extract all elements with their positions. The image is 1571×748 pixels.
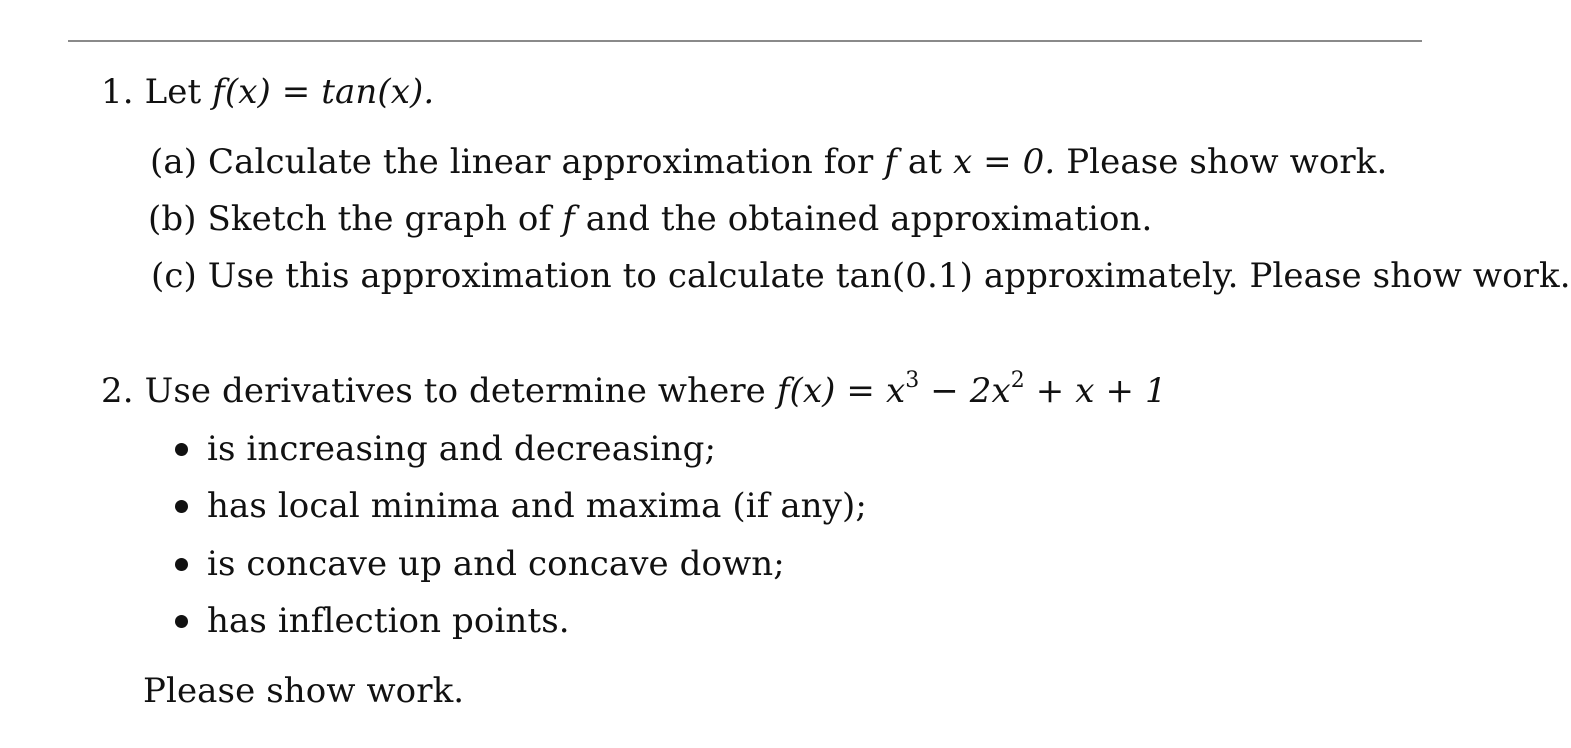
problem-1-number: 1. [101,72,134,112]
problem-1-heading [101,72,434,112]
part-text: Please show work. [1066,142,1388,182]
problem-2-number: 2. [101,371,134,411]
bullet-dot [175,615,188,628]
problem-1-intro-text: Let [144,72,202,112]
function-exponent-2: 2 [1010,368,1025,393]
problem-2-bullet-4: has inflection points. [207,601,570,641]
bullet-dot [175,500,188,513]
function-rest: + x + 1 [1035,371,1167,411]
function-exponent-3: 3 [905,368,920,393]
function-x: x [885,371,906,411]
horizontal-rule [68,40,1422,42]
math-x-equals-zero: x = 0. [952,142,1056,182]
problem-1-part-a [150,142,1387,182]
problem-1-part-c [151,256,1571,296]
bullet-dot [175,443,188,456]
problem-2-intro-text: Use derivatives to determine where [144,371,766,411]
part-text: at [907,142,943,182]
function-lhs: f(x) = [776,371,876,411]
math-tan-value: tan(0.1) [835,256,973,296]
part-label: (c) [151,256,197,296]
problem-1-function: f(x) = tan(x). [212,72,435,112]
math-f: f [562,199,575,239]
problem-1-part-b [148,199,1152,239]
function-middle-term: − 2x [930,371,1011,411]
part-text: Use this approximation to calculate [207,256,825,296]
problem-2-bullet-2: has local minima and maxima (if any); [207,486,867,526]
problem-2-bullet-3: is concave up and concave down; [207,544,785,584]
math-f: f [884,142,897,182]
problem-2-bullet-1: is increasing and decreasing; [207,429,717,469]
problem-2-closing-text: Please show work. [143,671,465,711]
part-label: (b) [148,199,197,239]
problem-2-heading [101,361,1167,411]
part-text: Calculate the linear approximation for [208,142,874,182]
part-text: and the obtained approximation. [585,199,1153,239]
bullet-dot [175,558,188,571]
part-label: (a) [150,142,198,182]
part-text: approximately. Please show work. [983,256,1571,296]
part-text: Sketch the graph of [207,199,552,239]
